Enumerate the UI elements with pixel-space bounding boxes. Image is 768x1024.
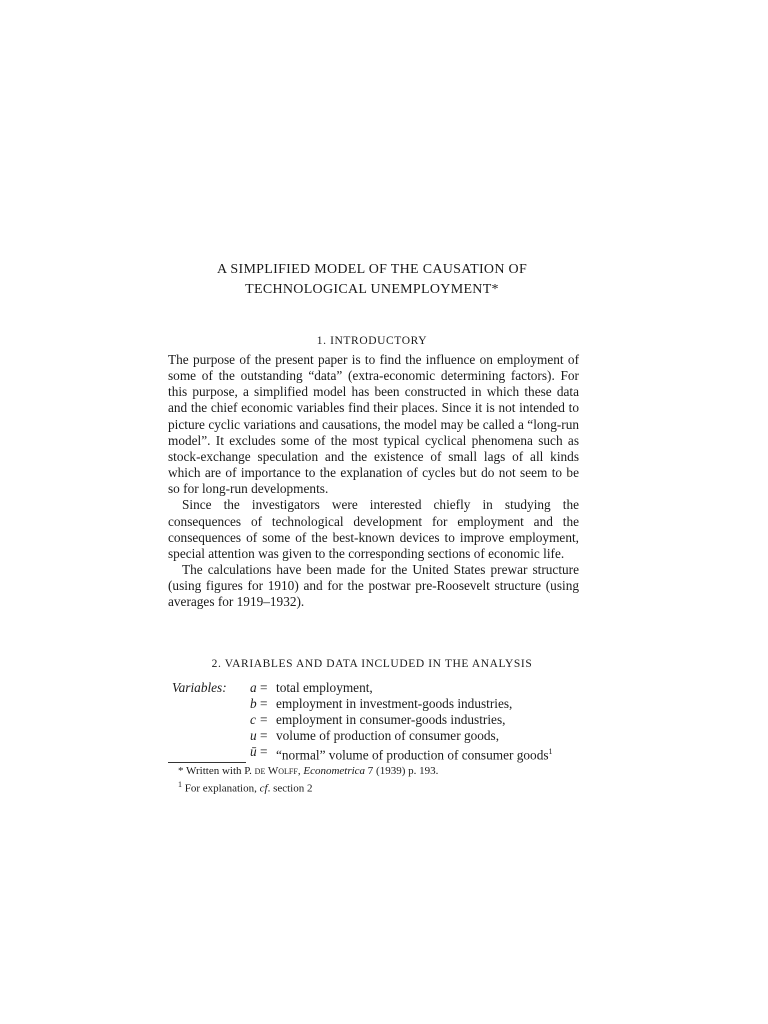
footnote-star-author: de Wolff [254, 765, 298, 777]
equals-sign: = [260, 712, 268, 727]
variable-definition [276, 744, 553, 763]
equals-sign: = [260, 744, 268, 759]
variable-definition: volume of production of consumer goods, [276, 728, 500, 743]
paragraph-3: The calculations have been made for the United States prewar structure (using figures for 1910) and for the postwar pre-Roosevelt structure (using averages for 1919–1932). [168, 562, 579, 610]
title-line-1: A SIMPLIFIED MODEL OF THE CAUSATION OF [216, 262, 528, 277]
equals-sign: = [260, 696, 268, 711]
footnote-mark: 1 [548, 747, 553, 756]
footnote-star-citation: 7 (1939) p. 193. [365, 765, 439, 777]
variable-symbol: a [250, 680, 257, 695]
footnote-star [178, 765, 578, 778]
variable-definition: total employment, [276, 680, 373, 695]
variable-symbol: b [250, 696, 257, 711]
variable-symbol: c [250, 712, 256, 727]
title-line-2: TECHNOLOGICAL UNEMPLOYMENT* [245, 282, 499, 297]
footnote-1 [178, 778, 578, 796]
paper-title [168, 260, 576, 300]
section-1-heading: 1. INTRODUCTORY [316, 335, 428, 347]
footnote-star-prefix: * Written with P. [178, 765, 255, 777]
footnote-1-cf: cf [259, 782, 268, 795]
footnote-star-sep: , [297, 765, 304, 777]
paragraph-2: Since the investigators were interested chiefly in studying the consequences of technological development for employment and the consequences of some of the best-known devices to improve employment, special attention was given to the corresponding sections of economic life. [168, 497, 579, 561]
variable-symbol: u [250, 728, 257, 743]
variable-definition-text: “normal” volume of production of consumer goods [276, 747, 549, 763]
equals-sign: = [260, 680, 268, 695]
footnote-1-suffix: . section 2 [267, 782, 313, 795]
equals-sign: = [260, 728, 268, 743]
variable-symbol: ū [250, 744, 257, 759]
footnote-divider [168, 762, 246, 763]
section-1-body [168, 352, 579, 611]
paragraph-1: The purpose of the present paper is to find the influence on employment of some of the outstanding “data” (extra-economic determining factors). For this purpose, a simplified model has been constructed in which these data and the chief economic variables find their places. Since it is not intended to picture cyclic variations and causations, the model may be called a “long-run model”. It excludes some of the most typical cyclical phenomena such as stock-exchange speculation and the existence of small lags of all kinds which are of importance to the explanation of cycles but do not seem to be so for long-run developments. [168, 352, 579, 497]
variable-definition: employment in consumer-goods industries, [276, 712, 506, 727]
footnote-1-prefix: For explanation, [182, 782, 260, 795]
footnotes [178, 765, 578, 796]
variables-label: Variables: [172, 680, 227, 695]
variable-definition: employment in investment-goods industries, [276, 696, 513, 711]
footnote-star-journal: Econometrica [303, 765, 366, 777]
section-2-heading: 2. VARIABLES AND DATA INCLUDED IN THE ANALYSIS [211, 658, 533, 670]
footnote-1-mark: 1 [178, 780, 182, 789]
